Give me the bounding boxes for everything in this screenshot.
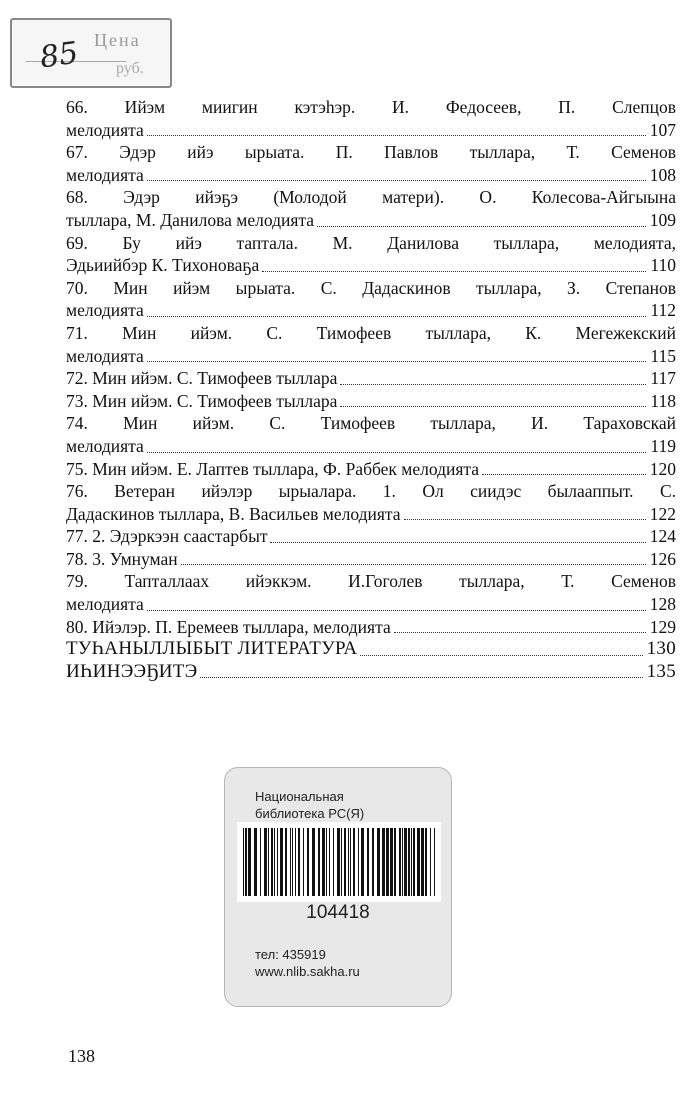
barcode-bar xyxy=(399,828,401,896)
toc-entry-title: ТУҺАНЫЛЛЫБЫТ ЛИТЕРАТУРА xyxy=(66,638,358,660)
barcode-bar xyxy=(285,828,287,896)
toc-entry-page: 120 xyxy=(649,458,676,479)
toc-entry-line xyxy=(66,525,676,548)
toc-entry-title: Дадаскинов тыллара, В. Васильев мелодията xyxy=(66,503,401,524)
barcode-bar xyxy=(260,828,261,896)
toc-entry-title: тыллара, М. Данилова мелодията xyxy=(66,209,315,230)
toc-entry-line xyxy=(66,593,676,616)
toc-entry-title: мелодията xyxy=(66,594,144,615)
toc-entry-line xyxy=(66,345,676,368)
barcode-bar xyxy=(248,828,251,896)
dot-leader xyxy=(270,542,645,543)
library-website: www.nlib.sakha.ru xyxy=(255,964,360,979)
barcode-bar xyxy=(367,828,369,896)
toc-entry-line xyxy=(66,638,676,661)
library-name-line2: библиотека РС(Я) xyxy=(255,806,365,821)
barcode-bar xyxy=(274,828,275,896)
dot-leader xyxy=(360,655,642,656)
barcode-bar xyxy=(411,828,412,896)
dot-leader xyxy=(394,632,646,633)
barcode-bar xyxy=(318,828,320,896)
dot-leader xyxy=(147,316,647,317)
dot-leader xyxy=(147,610,646,611)
toc-entry-text: 66. Ийэм миигин кэтэhэр. И. Федосеев, П. Слепцов xyxy=(66,97,676,117)
toc-entry-title: 72. Мин ийэм. С. Тимофеев тыллара xyxy=(66,368,338,389)
toc-entry-line xyxy=(66,661,676,684)
barcode-bar xyxy=(245,828,247,896)
toc-entry-page: 128 xyxy=(649,594,676,615)
barcode-bar xyxy=(425,828,427,896)
toc-entry-line xyxy=(66,616,676,639)
dot-leader xyxy=(340,384,646,385)
barcode-icon xyxy=(237,822,441,902)
barcode-bar xyxy=(271,828,273,896)
toc-entry-page: 122 xyxy=(649,503,676,524)
dot-leader xyxy=(147,361,647,362)
toc-entry xyxy=(66,277,676,322)
toc-entry-page: 117 xyxy=(650,368,676,389)
toc-entry-title: мелодията xyxy=(66,119,144,140)
toc-entry xyxy=(66,548,676,571)
barcode-bar xyxy=(386,828,389,896)
toc-entry-page: 107 xyxy=(649,119,676,140)
toc-entry xyxy=(66,661,676,684)
barcode-bar xyxy=(413,828,415,896)
barcode-bar xyxy=(341,828,342,896)
dot-leader xyxy=(147,452,647,453)
barcode-bar xyxy=(243,828,244,896)
dot-leader xyxy=(340,406,646,407)
dot-leader xyxy=(317,226,646,227)
toc-entry xyxy=(66,458,676,481)
toc-entry-page: 129 xyxy=(649,616,676,637)
toc-entry-page: 115 xyxy=(650,345,676,366)
barcode-bar xyxy=(417,828,420,896)
library-name-line1: Национальная xyxy=(255,789,344,804)
toc-entry-title: 75. Мин ийэм. Е. Лаптев тыллара, Ф. Раббек мелодията xyxy=(66,458,480,479)
barcode-bar xyxy=(402,828,403,896)
toc-entry-text: 68. Эдэр ийэҕэ (Молодой матери). О. Колесова-Айгыына xyxy=(66,187,676,208)
toc-entry xyxy=(66,412,676,457)
barcode-bar xyxy=(298,828,300,896)
toc-entry-line xyxy=(66,119,676,142)
toc-entry-line xyxy=(66,299,676,322)
toc-entry-line xyxy=(66,435,676,458)
toc-entry-text: 74. Мин ийэм. С. Тимофеев тыллара, И. Тараховскай xyxy=(66,413,676,434)
dot-leader xyxy=(482,474,646,475)
toc-entry-line xyxy=(66,503,676,526)
toc-entry xyxy=(66,141,676,186)
barcode-bar xyxy=(350,828,351,896)
toc-entry-line xyxy=(66,164,676,187)
toc-entry-page: 130 xyxy=(646,638,676,660)
toc-entry xyxy=(66,96,676,141)
barcode-bar xyxy=(290,828,291,896)
dot-leader xyxy=(147,135,646,136)
barcode-bar xyxy=(372,828,374,896)
barcode-bar xyxy=(254,828,257,896)
barcode-bar xyxy=(333,828,334,896)
toc-entry-page: 126 xyxy=(649,548,676,569)
barcode-bar xyxy=(358,828,359,896)
toc-entry-text: 79. Тапталлаах ийэккэм. И.Гоголев тыллара, Т. Семенов xyxy=(66,571,676,592)
toc-entry-line xyxy=(66,548,676,571)
toc-entry-line xyxy=(66,367,676,390)
toc-entry-title: мелодията xyxy=(66,164,144,185)
barcode-bar xyxy=(361,828,364,896)
dot-leader xyxy=(404,519,646,520)
toc-entry-page: 135 xyxy=(646,660,676,682)
library-barcode-label xyxy=(224,767,452,1007)
barcode-bar xyxy=(337,828,340,896)
toc-entry-line xyxy=(66,209,676,232)
toc-entry-text: 76. Ветеран ийэлэр ырыалара. 1. Ол сиидэс былааппыт. С. xyxy=(66,481,676,502)
stamp-price: 85 xyxy=(37,35,81,76)
barcode-bar xyxy=(394,828,396,896)
toc-entry xyxy=(66,480,676,525)
toc-entry xyxy=(66,367,676,390)
toc-entry-page: 119 xyxy=(650,435,676,456)
page-number: 138 xyxy=(68,1046,95,1066)
barcode-bar xyxy=(344,828,346,896)
barcode-bar xyxy=(264,828,267,896)
toc-entry xyxy=(66,186,676,231)
toc-entry-line xyxy=(66,458,676,481)
barcode-bar xyxy=(295,828,296,896)
library-name xyxy=(255,788,364,822)
barcode-bar xyxy=(382,828,385,896)
toc-entry xyxy=(66,616,676,639)
dot-leader xyxy=(147,180,646,181)
toc-entry-line xyxy=(66,390,676,413)
barcode-bar xyxy=(430,828,431,896)
price-stamp xyxy=(10,18,172,88)
toc-entry-text: 70. Мин ийэм ырыата. С. Дадаскинов тыллара, З. Степанов xyxy=(66,277,676,298)
toc-entry-title: мелодията xyxy=(66,435,144,456)
barcode-bar xyxy=(303,828,304,896)
barcode-bar xyxy=(292,828,293,896)
toc-entry xyxy=(66,232,676,277)
barcode-bar xyxy=(377,828,380,896)
toc-entry xyxy=(66,570,676,615)
toc-entry-title: Эдьиийбэр К. Тихоноваҕа xyxy=(66,255,260,276)
toc-entry-text: 69. Бу ийэ таптала. М. Данилова тыллара, мелодията, xyxy=(66,232,676,253)
toc-entry-title: 77. 2. Эдэркээн саастарбыт xyxy=(66,526,268,547)
barcode-bar xyxy=(348,828,349,896)
toc-entry xyxy=(66,322,676,367)
dot-leader xyxy=(181,564,646,565)
barcode-bar xyxy=(408,828,410,896)
toc-entry-page: 118 xyxy=(650,390,676,411)
toc-entry-page: 124 xyxy=(649,526,676,547)
barcode-bar xyxy=(322,828,325,896)
barcode-bar xyxy=(280,828,283,896)
toc-entry-title: 73. Мин ийэм. С. Тимофеев тыллара xyxy=(66,390,338,411)
toc-entry-title: 80. Ийэлэр. П. Еремеев тыллара, мелодията xyxy=(66,616,391,637)
toc-entry-title: ИҺИНЭЭҔИТЭ xyxy=(66,660,198,682)
toc-entry-title: 78. 3. Умнуман xyxy=(66,548,178,569)
library-phone: тел: 435919 xyxy=(255,947,326,962)
barcode-bar xyxy=(421,828,424,896)
barcode-bar xyxy=(312,828,315,896)
table-of-contents xyxy=(66,96,676,683)
toc-entry xyxy=(66,525,676,548)
barcode-bar xyxy=(307,828,309,896)
barcode-bar xyxy=(404,828,407,896)
toc-entry-page: 108 xyxy=(649,164,676,185)
toc-entry-page: 109 xyxy=(649,209,676,230)
stamp-header: Цена xyxy=(94,30,141,50)
toc-entry-text: 67. Эдэр ийэ ырыата. П. Павлов тыллара, Т. Семенов xyxy=(66,142,676,163)
toc-entry-title: мелодията xyxy=(66,300,144,321)
toc-entry-line xyxy=(66,254,676,277)
toc-entry xyxy=(66,638,676,661)
toc-entry-page: 110 xyxy=(650,255,676,276)
dot-leader xyxy=(262,271,646,272)
toc-entry-title: мелодията xyxy=(66,345,144,366)
toc-entry-text: 71. Мин ийэм. С. Тимофеев тыллара, К. Мегежекский xyxy=(66,322,676,343)
barcode-bar xyxy=(353,828,355,896)
barcode-bar xyxy=(390,828,393,896)
toc-entry xyxy=(66,390,676,413)
barcode-bar xyxy=(268,828,269,896)
barcode-number: 104418 xyxy=(306,902,370,923)
barcode-bar xyxy=(329,828,330,896)
dot-leader xyxy=(200,677,642,678)
barcode-bar xyxy=(326,828,327,896)
library-contacts xyxy=(255,946,360,980)
toc-entry-page: 112 xyxy=(650,300,676,321)
barcode-bar xyxy=(434,828,435,896)
stamp-currency: руб. xyxy=(116,60,144,77)
barcode-bar xyxy=(277,828,278,896)
